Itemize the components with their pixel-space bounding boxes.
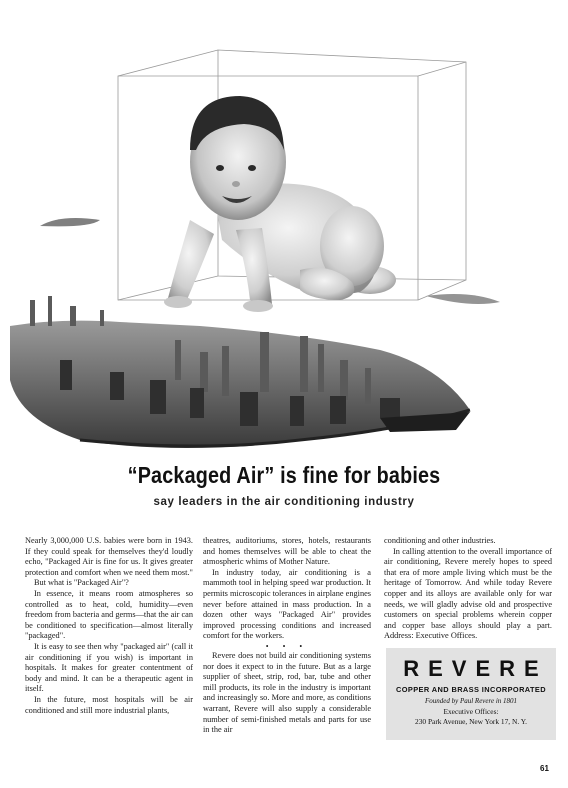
executive-offices-label: Executive Offices: (443, 707, 499, 716)
page-number: 61 (540, 764, 549, 773)
subheadline: say leaders in the air conditioning industry (153, 496, 415, 508)
section-divider: • • • (265, 641, 309, 651)
company-subtitle: COPPER AND BRASS INCORPORATED (396, 685, 546, 694)
paragraph: In calling attention to the overall importance of air conditioning, Revere merely hopes to speed that era of more ample living which must be the heritage of Tomorrow. And while today Revere copper and its alloys are available only for war needs, we will gladly advise old and prospective customers on special problems wherein copper and copper base alloys should play a part. Address: Executive Offices. (384, 546, 552, 641)
revere-signature-box (386, 648, 556, 740)
headline: “Packaged Air” is fine for babies (127, 462, 441, 488)
paragraph: Revere does not build air conditioning systems nor does it expect to in the future. But as a large supplier of sheet, strip, rod, bar, tube and other mill products, its role in the industry is important and increasingly so. More and more, as conditions warrant, Revere will also supply a considerable number of semi-finished metals and parts for use in the air (203, 650, 371, 735)
brand-logo: REVERE (403, 656, 548, 681)
city-skyline (10, 296, 470, 448)
paragraph: But what is "Packaged Air"? (34, 578, 129, 588)
baby-figure (164, 96, 396, 312)
paragraph: In essence, it means room atmospheres so controlled as to heat, cold, humidity—even freedom from bacteria and germs—that the air can be conditioned to specification—almost literally "packaged". (25, 588, 193, 641)
paragraph: It is easy to see then why "packaged air" (call it air conditioning if you wish) is important in hospitals. It makes for greater contentment of body and mind. It can be a therapeutic agent in itself. (25, 641, 193, 694)
body-column-1 (25, 536, 193, 716)
address: 230 Park Avenue, New York 17, N. Y. (415, 717, 527, 726)
body-column-3 (384, 536, 552, 642)
paragraph: theatres, auditoriums, stores, hotels, restaurants and homes themselves will be able to cheat the atmospheric whims of Mother Nature. (203, 536, 371, 567)
paragraph: In industry today, air conditioning is a mammoth tool in helping speed war production. It permits microscopic tolerances in airplane engines never before attained in mass production. In a dozen other ways "Packaged Air" provides improved processing conditions and increased comfort for the workers. (203, 567, 371, 641)
paragraph: conditioning and other industries. (384, 536, 496, 545)
body-column-2 (203, 536, 371, 736)
founded-line: Founded by Paul Revere in 1801 (424, 697, 518, 705)
paragraph: In the future, most hospitals will be air conditioned and still more industrial plants, (25, 694, 193, 715)
paragraph: Nearly 3,000,000 U.S. babies were born in 1943. If they could speak for themselves they'd loudly echo, "Packaged Air is fine for us. It gives greater protection and comfort when we need them most." (25, 536, 193, 577)
